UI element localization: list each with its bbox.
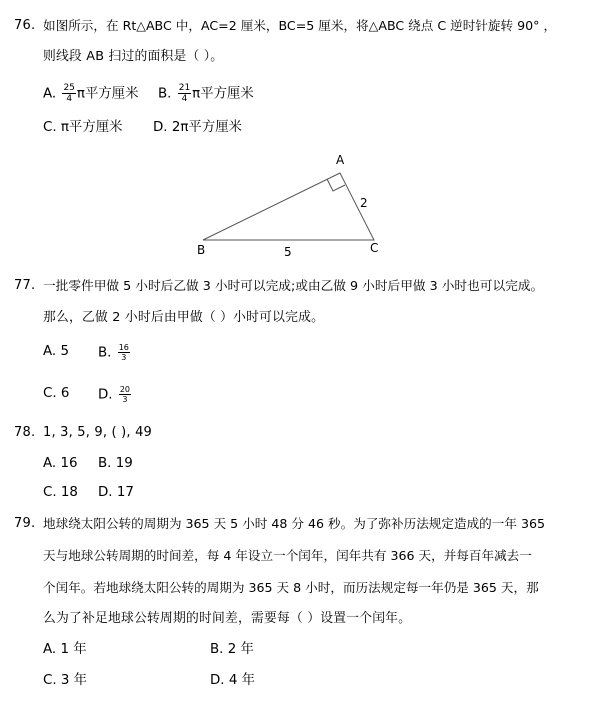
- question-number: 76.: [14, 18, 36, 33]
- question-text-line: 么为了补足地球公转周期的时间差，需要每（ ）设置一个闰年。: [43, 611, 412, 626]
- fraction-numerator: 21: [178, 83, 191, 93]
- option-text: 16: [60, 456, 78, 471]
- option-text: 19: [115, 456, 133, 471]
- vertex-label-a: A: [336, 153, 345, 167]
- option-letter: B.: [98, 456, 112, 471]
- option-b[interactable]: [210, 641, 254, 659]
- question-text-line: 则线段 AB 扫过的面积是（ ）。: [43, 49, 224, 64]
- question-number: 78.: [14, 425, 36, 440]
- option-letter: A.: [43, 642, 57, 657]
- option-text: 2π平方厘米: [171, 120, 242, 135]
- question-text-line: 那么，乙做 2 小时后由甲做（ ）小时可以完成。: [43, 310, 325, 325]
- option-text: 6: [60, 386, 70, 401]
- fraction-denominator: 4: [181, 94, 188, 104]
- option-letter: B.: [98, 345, 112, 361]
- option-text: 2 年: [227, 642, 254, 657]
- option-d[interactable]: [98, 484, 134, 502]
- option-letter: D.: [210, 673, 225, 688]
- option-text: 4 年: [228, 673, 256, 688]
- vertex-label-c: C: [370, 241, 379, 255]
- option-text: 18: [60, 485, 78, 500]
- option-letter: C.: [43, 386, 57, 401]
- fraction-numerator: 20: [119, 385, 131, 394]
- option-letter: A.: [43, 456, 57, 471]
- side-label-ac: 2: [360, 196, 368, 210]
- option-letter: A.: [43, 344, 57, 359]
- question-text-line: 一批零件甲做 5 小时后乙做 3 小时可以完成;或由乙做 9 小时后甲做 3 小时也可以完成。: [43, 278, 544, 293]
- option-a[interactable]: [43, 343, 69, 361]
- option-text: π平方厘米: [76, 86, 139, 102]
- question-text-line: 个闰年。若地球绕太阳公转的周期为 365 天 8 小时，而历法规定每一年仍是 365 天，那: [43, 580, 539, 595]
- right-angle-mark: [327, 179, 345, 191]
- fraction: [119, 385, 131, 404]
- option-c[interactable]: [43, 672, 87, 690]
- fraction-denominator: 3: [121, 353, 127, 362]
- option-letter: B.: [210, 642, 224, 657]
- option-a[interactable]: [43, 455, 78, 473]
- vertex-label-b: B: [197, 243, 206, 257]
- option-a[interactable]: [43, 641, 87, 659]
- option-text: 5: [60, 344, 69, 359]
- option-d[interactable]: [210, 672, 255, 690]
- fraction-numerator: 16: [118, 343, 129, 352]
- question-number: 79.: [14, 516, 36, 531]
- option-letter: D.: [98, 387, 113, 403]
- triangle-abc: [203, 173, 374, 240]
- option-text: 3 年: [60, 673, 88, 688]
- fraction-numerator: 25: [63, 83, 75, 93]
- fraction: [118, 343, 130, 362]
- option-b[interactable]: [98, 343, 131, 363]
- question-number: 77.: [14, 278, 36, 293]
- option-text: 17: [116, 485, 134, 500]
- question-text-line: 地球绕太阳公转的周期为 365 天 5 小时 48 分 46 秒。为了弥补历法规定造成的一年 365: [43, 516, 545, 531]
- option-letter: C.: [43, 120, 57, 135]
- option-d[interactable]: [98, 385, 132, 405]
- question-text-line: 1, 3, 5, 9, ( ), 49: [43, 425, 153, 440]
- side-label-bc: 5: [284, 245, 292, 259]
- option-text: π平方厘米: [192, 86, 254, 102]
- option-c[interactable]: [43, 484, 78, 502]
- option-text: π平方厘米: [60, 120, 123, 135]
- fraction-denominator: 4: [66, 94, 73, 104]
- triangle-figure: [0, 0, 600, 270]
- option-letter: B.: [158, 86, 172, 102]
- question-text-line: 如图所示，在 Rt△ABC 中，AC=2 厘米，BC=5 厘米，将△ABC 绕点 C 逆时针旋转 90° ，: [43, 18, 557, 33]
- option-b[interactable]: [98, 455, 133, 473]
- question-text-line: 天与地球公转周期的时间差，每 4 年设立一个闰年，闰年共有 366 天，并每百年减去一: [43, 548, 532, 563]
- option-c[interactable]: [43, 385, 69, 403]
- fraction-denominator: 3: [122, 395, 128, 404]
- option-text: 1 年: [60, 642, 87, 657]
- option-letter: D.: [98, 485, 113, 500]
- option-letter: D.: [153, 120, 168, 135]
- option-letter: C.: [43, 673, 57, 688]
- option-letter: C.: [43, 485, 57, 500]
- option-letter: A.: [43, 86, 57, 102]
